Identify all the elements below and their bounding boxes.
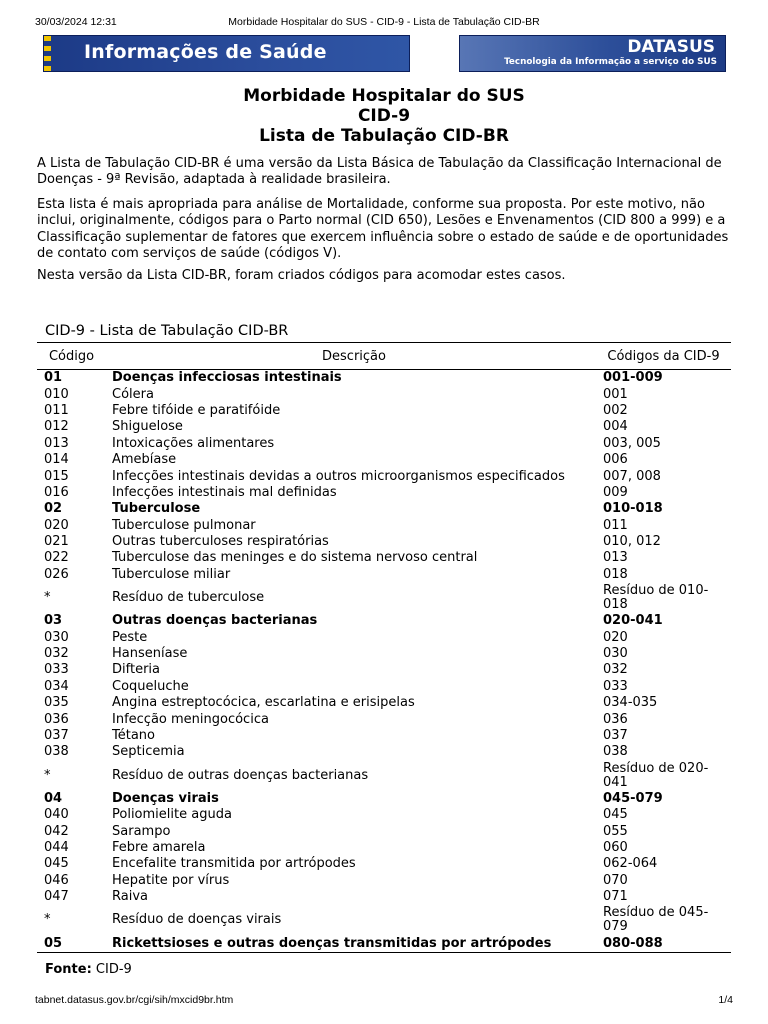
cell-descricao: Sarampo bbox=[112, 823, 171, 839]
cell-descricao: Doenças virais bbox=[112, 790, 219, 806]
cell-codigo: 010 bbox=[44, 386, 69, 402]
cell-descricao: Doenças infecciosas intestinais bbox=[112, 370, 342, 386]
table-row bbox=[37, 567, 731, 583]
cell-descricao: Febre amarela bbox=[112, 839, 206, 855]
cell-codigo: 037 bbox=[44, 728, 69, 743]
banner-stripe-decoration bbox=[44, 36, 51, 71]
cell-codigo: 040 bbox=[44, 807, 69, 823]
page-title: Morbidade Hospitalar do SUS bbox=[243, 86, 525, 106]
page-subtitle-cid9: CID-9 bbox=[357, 106, 411, 126]
cell-codigos-cid9: 045 bbox=[603, 807, 628, 823]
cell-descricao: Rickettsioses e outras doenças transmitidas por artrópodes bbox=[106, 935, 596, 952]
cell-descricao: Outras tuberculoses respiratórias bbox=[112, 534, 329, 550]
cell-descricao: Febre tifóide e paratifóide bbox=[112, 402, 281, 418]
cid-table bbox=[37, 342, 731, 953]
cell-descricao: Raiva bbox=[112, 889, 148, 905]
header-descricao: Descrição bbox=[106, 343, 596, 370]
cell-codigo: 02 bbox=[44, 501, 63, 517]
cell-codigos-cid9: 060 bbox=[603, 839, 628, 855]
page-subtitle-list: Lista de Tabulação CID-BR bbox=[259, 126, 509, 146]
source-note bbox=[45, 962, 132, 977]
informacoes-de-saude-banner[interactable] bbox=[43, 35, 410, 72]
cell-descricao: Difteria bbox=[112, 662, 160, 678]
cell-codigo: 034 bbox=[44, 678, 69, 694]
cell-codigos-cid9: 004 bbox=[603, 419, 628, 435]
table-row bbox=[37, 840, 731, 856]
cell-descricao: Hepatite por vírus bbox=[112, 872, 230, 888]
table-row bbox=[37, 679, 731, 695]
print-page-number: 1/4 bbox=[718, 994, 733, 1006]
cell-codigos-cid9: 010, 012 bbox=[603, 534, 661, 550]
cell-descricao: Intoxicações alimentares bbox=[112, 435, 275, 451]
cell-codigo: * bbox=[44, 590, 51, 606]
cell-descricao: Resíduo de outras doenças bacterianas bbox=[112, 767, 369, 783]
cell-descricao: Peste bbox=[112, 629, 148, 645]
cell-descricao: Shiguelose bbox=[112, 419, 183, 435]
cell-codigo: 015 bbox=[44, 468, 69, 484]
cell-codigo: 016 bbox=[44, 484, 69, 500]
cell-descricao: Infecção meningocócica bbox=[112, 711, 269, 727]
cell-descricao: Outras doenças bacterianas bbox=[112, 613, 318, 629]
cell-codigo: 020 bbox=[44, 517, 69, 533]
table-row bbox=[37, 403, 731, 419]
table-row bbox=[37, 905, 731, 935]
table-row bbox=[37, 695, 731, 711]
table-header-row bbox=[37, 343, 731, 370]
cell-codigo: 01 bbox=[44, 370, 63, 386]
cell-codigo: 033 bbox=[44, 662, 69, 678]
cell-codigos-cid9: 020 bbox=[603, 629, 628, 645]
cell-codigos-cid9: 062-064 bbox=[603, 856, 658, 872]
table-row bbox=[37, 856, 731, 872]
cell-codigo: * bbox=[44, 767, 51, 783]
cell-codigo: 042 bbox=[44, 823, 69, 839]
cell-descricao: Amebíase bbox=[112, 452, 177, 468]
cell-descricao: Infecções intestinais devidas a outros microorganismos especificados bbox=[112, 468, 565, 484]
cell-codigos-cid9: 003, 005 bbox=[603, 435, 661, 451]
cell-codigos-cid9: Resíduo de 020-041 bbox=[603, 760, 709, 790]
cell-codigos-cid9: 006 bbox=[603, 452, 628, 468]
cell-codigos-cid9: 007, 008 bbox=[603, 468, 661, 484]
cell-descricao: Poliomielite aguda bbox=[112, 807, 232, 823]
banner-left-text: Informações de Saúde bbox=[84, 41, 327, 63]
table-row bbox=[37, 823, 731, 839]
table-row bbox=[37, 501, 731, 517]
source-value: CID-9 bbox=[95, 962, 132, 977]
cell-codigo: 038 bbox=[44, 744, 69, 760]
cell-codigo: 04 bbox=[44, 790, 63, 806]
cell-codigos-cid9: 071 bbox=[603, 889, 628, 905]
cell-codigos-cid9: 030 bbox=[603, 646, 628, 662]
print-url: tabnet.datasus.gov.br/cgi/sih/mxcid9br.htm bbox=[35, 994, 234, 1006]
table-row bbox=[37, 452, 731, 468]
cell-codigo: 012 bbox=[44, 419, 69, 435]
cell-codigo: 035 bbox=[44, 695, 69, 711]
table-row bbox=[37, 889, 731, 905]
table-row bbox=[37, 419, 731, 435]
cell-codigo: 013 bbox=[44, 435, 69, 451]
datasus-tagline: Tecnologia da Informação a serviço do SUS bbox=[504, 57, 717, 67]
cell-descricao: Resíduo de tuberculose bbox=[112, 590, 265, 606]
cell-codigo: 022 bbox=[44, 550, 69, 566]
note-paragraph: Nesta versão da Lista CID-BR, foram criados códigos para acomodar estes casos. bbox=[37, 268, 566, 283]
cell-codigo: 030 bbox=[44, 629, 69, 645]
cell-codigos-cid9: 045-079 bbox=[603, 790, 663, 806]
cell-codigos-cid9: 032 bbox=[603, 662, 628, 678]
cell-descricao: Tuberculose bbox=[112, 501, 201, 517]
cell-codigo: 046 bbox=[44, 872, 69, 888]
table-row bbox=[37, 761, 731, 791]
table-body bbox=[37, 370, 731, 953]
cell-descricao: Hanseníase bbox=[112, 646, 188, 662]
table-row bbox=[37, 370, 731, 387]
cell-codigos-cid9: 002 bbox=[603, 402, 628, 418]
cell-codigos-cid9: Resíduo de 010-018 bbox=[603, 583, 709, 613]
table-row bbox=[37, 613, 731, 629]
table-row bbox=[37, 436, 731, 452]
cell-codigos-cid9: 018 bbox=[603, 566, 628, 582]
table-row bbox=[37, 873, 731, 889]
cell-descricao: Resíduo de doenças virais bbox=[112, 912, 282, 928]
cell-codigos-cid9: 001-009 bbox=[603, 370, 663, 386]
cell-codigo: 011 bbox=[44, 402, 69, 418]
cell-codigos-cid9: 070 bbox=[603, 872, 628, 888]
print-date: 30/03/2024 12:31 bbox=[35, 16, 117, 28]
cell-codigos-cid9: 009 bbox=[603, 484, 628, 500]
cell-codigos-cid9: 033 bbox=[603, 678, 628, 694]
datasus-banner[interactable] bbox=[459, 35, 726, 72]
cell-codigos-cid9: 055 bbox=[603, 823, 628, 839]
cell-codigo: 014 bbox=[44, 452, 69, 468]
cell-codigo: 047 bbox=[44, 889, 69, 905]
table-row bbox=[37, 646, 731, 662]
table-row bbox=[37, 386, 731, 402]
cell-codigo: 032 bbox=[44, 646, 69, 662]
cell-codigos-cid9: 010-018 bbox=[603, 501, 663, 517]
cell-codigo: 036 bbox=[44, 711, 69, 727]
cell-descricao: Tuberculose das meninges e do sistema nervoso central bbox=[112, 550, 478, 566]
cell-codigo: 045 bbox=[44, 856, 69, 872]
header-codigo: Código bbox=[37, 343, 106, 370]
header-codigos-cid9: Códigos da CID-9 bbox=[596, 343, 731, 370]
table-row bbox=[37, 935, 731, 952]
table-row bbox=[37, 744, 731, 760]
table-row bbox=[37, 728, 731, 744]
table-caption: CID-9 - Lista de Tabulação CID-BR bbox=[45, 323, 289, 339]
table-row bbox=[37, 791, 731, 807]
cell-descricao: Tétano bbox=[112, 728, 155, 743]
cell-descricao: Tuberculose miliar bbox=[112, 566, 231, 582]
source-label: Fonte: bbox=[45, 962, 92, 977]
cell-codigo: 05 bbox=[37, 935, 106, 952]
cell-codigos-cid9: 034-035 bbox=[603, 695, 658, 711]
table-row bbox=[37, 485, 731, 501]
cell-codigos-cid9: 011 bbox=[603, 517, 628, 533]
intro-paragraph: A Lista de Tabulação CID-BR é uma versão da Lista Básica de Tabulação da Classificação Internacional de Doenças - 9ª Revisão, adaptada à realidade brasileira. bbox=[37, 156, 722, 188]
cell-codigo: * bbox=[44, 912, 51, 928]
cell-descricao: Septicemia bbox=[112, 744, 185, 760]
table-row bbox=[37, 583, 731, 613]
cell-descricao: Infecções intestinais mal definidas bbox=[112, 484, 337, 500]
table-row bbox=[37, 807, 731, 823]
cell-descricao: Cólera bbox=[112, 386, 154, 402]
cell-codigos-cid9: 038 bbox=[603, 744, 628, 760]
cell-codigos-cid9: 036 bbox=[603, 711, 628, 727]
table-row bbox=[37, 662, 731, 678]
table-row bbox=[37, 550, 731, 566]
print-page-title: Morbidade Hospitalar do SUS - CID-9 - Lista de Tabulação CID-BR bbox=[228, 16, 540, 28]
table-row bbox=[37, 711, 731, 727]
table-row bbox=[37, 518, 731, 534]
cell-descricao: Tuberculose pulmonar bbox=[112, 517, 256, 533]
cell-codigos-cid9: 037 bbox=[603, 728, 628, 743]
cell-descricao: Angina estreptocócica, escarlatina e erisipelas bbox=[112, 695, 415, 711]
datasus-logo-text: DATASUS bbox=[627, 37, 715, 57]
table-row bbox=[37, 468, 731, 484]
cell-codigos-cid9: 020-041 bbox=[603, 613, 663, 629]
cell-descricao: Coqueluche bbox=[112, 678, 189, 694]
cell-codigos-cid9: Resíduo de 045-079 bbox=[603, 905, 709, 935]
cell-codigo: 026 bbox=[44, 566, 69, 582]
table-row bbox=[37, 629, 731, 645]
cell-codigo: 044 bbox=[44, 839, 69, 855]
cell-descricao: Encefalite transmitida por artrópodes bbox=[112, 856, 356, 872]
cell-codigos-cid9: 001 bbox=[603, 386, 628, 402]
cell-codigo: 03 bbox=[44, 613, 63, 629]
table-row bbox=[37, 534, 731, 550]
cell-codigo: 021 bbox=[44, 534, 69, 550]
cell-codigos-cid9: 013 bbox=[603, 550, 628, 566]
cell-codigos-cid9: 080-088 bbox=[596, 935, 731, 952]
scope-paragraph: Esta lista é mais apropriada para análise de Mortalidade, conforme sua proposta. Por este motivo, não inclui, originalmente, códigos para o Parto normal (CID 650), Lesões e Envenamentos (CID 800 a 999) e a Classificação suplementar de fatores que exercem influência sobre o estado de saúde e de oportunidades de contato com serviços de saúde (códigos V). bbox=[37, 197, 729, 262]
